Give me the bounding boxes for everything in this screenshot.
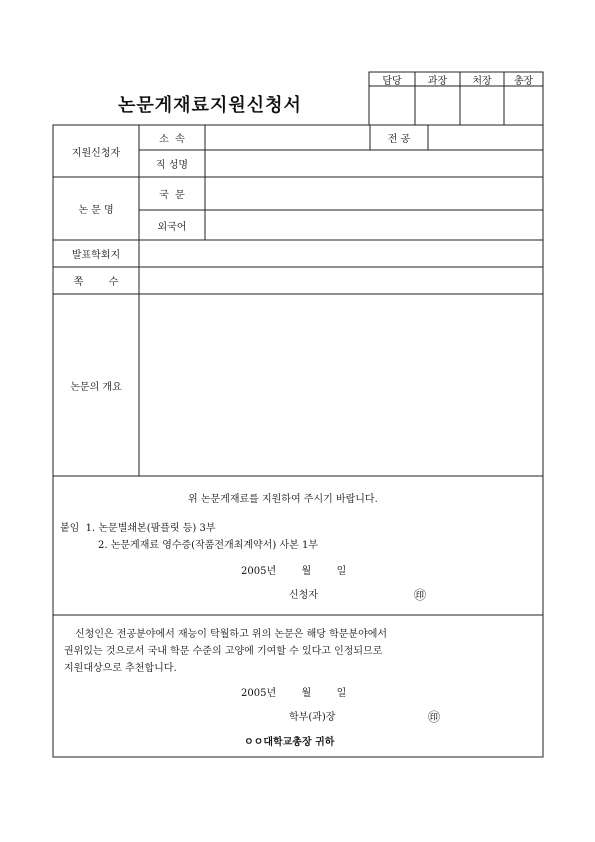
approval-header-president: 총장 — [513, 75, 534, 87]
paper-foreign-input[interactable] — [206, 211, 542, 239]
approval-header-director: 처장 — [472, 75, 492, 87]
journal-label: 발표학회지 — [71, 250, 121, 261]
recommendation-signer-label: 학부(과)장 — [289, 712, 336, 723]
summary-input[interactable] — [140, 295, 542, 475]
pages-input[interactable] — [140, 268, 542, 293]
position-name-label: 직 성명 — [155, 160, 189, 171]
approval-header-staff: 담당 — [382, 75, 402, 87]
attachment-2: 2. 논문게재료 영수증(작품전개최계약서) 사본 1부 — [98, 540, 318, 551]
applicant-label: 지원신청자 — [71, 147, 121, 159]
paper-korean-input[interactable] — [206, 178, 542, 209]
summary-label: 논문의 개요 — [70, 381, 122, 393]
paper-korean-label: 국 문 — [159, 190, 185, 201]
major-label: 전 공 — [387, 134, 411, 145]
attachment-1: 붙임 1. 논문별쇄본(팜플릿 등) 3부 — [60, 523, 216, 534]
position-name-input[interactable] — [206, 151, 542, 176]
major-input[interactable] — [429, 126, 542, 149]
request-seal-mark: ㊞ — [414, 588, 427, 602]
affiliation-label: 소 속 — [159, 134, 185, 145]
paper-foreign-label: 외국어 — [157, 221, 187, 233]
request-sentence: 위 논문게재료를 지원하여 주시기 바랍니다. — [188, 494, 378, 505]
form-title: 논문게재료지원신청서 — [118, 95, 302, 116]
recommendation-line-3: 지원대상으로 추천합니다. — [64, 663, 177, 674]
journal-input[interactable] — [140, 241, 542, 266]
pages-label: 쪽 수 — [73, 277, 119, 288]
request-date: 2005년 월 일 — [241, 566, 347, 577]
paper-title-label: 논 문 명 — [78, 205, 114, 216]
approval-header-manager: 과장 — [427, 75, 448, 87]
recommendation-line-2: 권위있는 것으로서 국내 학문 수준의 고양에 기여할 수 있다고 인정되므로 — [64, 646, 383, 657]
recommendation-line-1: 신청인은 전공분야에서 재능이 탁월하고 위의 논문은 해당 학문분야에서 — [75, 629, 388, 640]
recommendation-seal-mark: ㊞ — [428, 710, 441, 724]
request-signer-label: 신청자 — [289, 590, 318, 601]
recommendation-date: 2005년 월 일 — [241, 688, 347, 699]
affiliation-input[interactable] — [206, 126, 369, 149]
addressee: ㅇㅇ대학교총장 귀하 — [244, 737, 335, 748]
